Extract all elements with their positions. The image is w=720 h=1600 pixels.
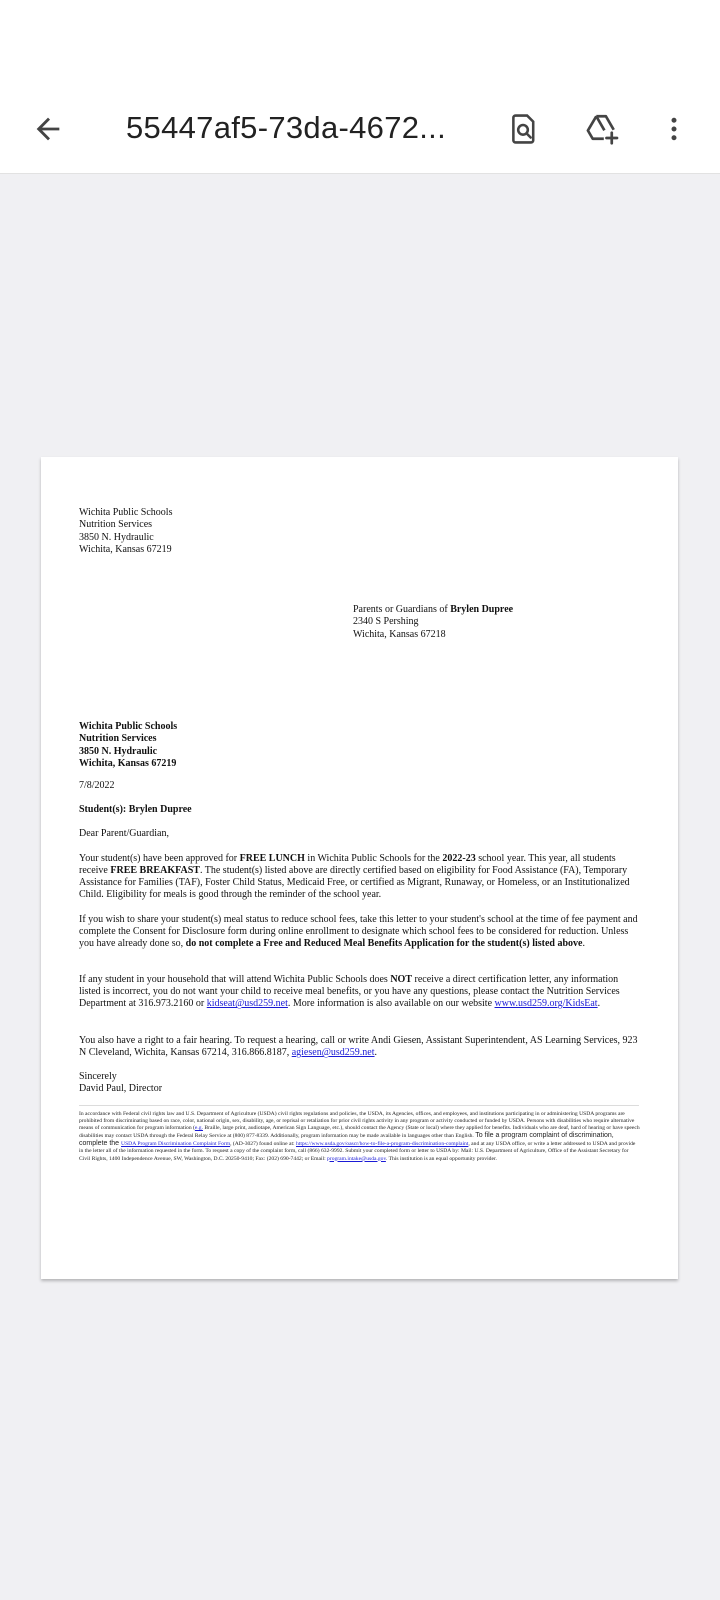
sender-bold-line: 3850 N. Hydraulic xyxy=(79,745,158,757)
students-line: Student(s): Brylen Dupree xyxy=(79,804,192,815)
text-run: Braille, large print, audiotape, American Sign Language, etc.), should contact the Agency (State or local) where they applied for benefits. Individuals who are deaf, hard of hearing or have speech disabilities may contact USDA through the Federal Relay Service at (800) 877-8339. Additionally, program information may be made available in languages other than English. xyxy=(79,1125,640,1140)
sender-bold-line: Wichita, Kansas 67219 xyxy=(79,757,177,769)
recipient-line xyxy=(353,604,513,616)
sender-header xyxy=(79,507,172,556)
document-search-icon xyxy=(507,112,541,146)
text-run: , (AD-3027) found online at: xyxy=(230,1141,296,1148)
paragraph-approval xyxy=(79,853,639,901)
text-run: receive a direct certification letter, any information listed is incorrect, you do not want your child to receive meal benefits, or you have any questions, please contact the Nutrition Services Department at 316.973.2160 or xyxy=(79,974,620,1010)
recipient-prefix: Parents or Guardians of xyxy=(353,604,451,615)
sender-line: Wichita Public Schools xyxy=(79,507,173,518)
document-page xyxy=(41,457,678,1279)
recipient-name: Brylen Dupree xyxy=(450,604,514,615)
add-to-drive-button[interactable] xyxy=(576,103,628,155)
text-run: . This institution is an equal opportunity provider. xyxy=(385,1155,497,1162)
text-run: If you wish to share your student(s) meal status to reduce school fees, take this letter to your student's school at the time of fee payment and complete the Consent for Disclosure form during online enrollment to designate which school fees to be considered for reduction. Unless you have already done so, xyxy=(79,914,638,950)
bold-text: do not complete a Free and Reduced Meal Benefits Application for the student(s) listed above xyxy=(185,938,583,950)
link[interactable]: program.intake@usda.gov xyxy=(327,1155,386,1162)
link[interactable]: agiesen@usd259.net xyxy=(291,1047,375,1059)
divider xyxy=(79,1105,639,1106)
sender-bold-line: Nutrition Services xyxy=(79,733,157,745)
sender-line: Nutrition Services xyxy=(79,519,153,531)
text-run: in Wichita Public Schools for the xyxy=(304,853,443,864)
more-vert-icon xyxy=(659,112,689,146)
sender-bold-line: Wichita Public Schools xyxy=(79,721,178,732)
more-options-button[interactable] xyxy=(654,103,694,155)
paragraph-contact xyxy=(79,974,639,1010)
text-run: . xyxy=(374,1047,378,1059)
letter-date: 7/8/2022 xyxy=(79,780,115,791)
text-run: . xyxy=(597,998,601,1010)
arrow-left-icon xyxy=(31,112,65,146)
text-run: school year. This year, all students receive xyxy=(79,853,616,877)
app-bar xyxy=(0,82,720,174)
signature: David Paul, Director xyxy=(79,1083,163,1094)
recipient-line: Wichita, Kansas 67218 xyxy=(353,628,446,640)
link[interactable]: kidseat@usd259.net xyxy=(206,998,288,1010)
paragraph-hearing xyxy=(79,1035,639,1059)
status-bar xyxy=(0,0,720,82)
greeting: Dear Parent/Guardian, xyxy=(79,828,169,839)
nondiscrimination-statement xyxy=(79,1111,641,1163)
link[interactable]: https://www.usda.gov/oascr/how-to-file-a-program-discrimination-complaint xyxy=(295,1141,469,1148)
bold-text: 2022-23 xyxy=(442,853,476,864)
search-in-document-button[interactable] xyxy=(498,103,550,155)
complaint-text: To file a program complaint of discrimination, complete the xyxy=(79,1132,614,1148)
sender-line: 3850 N. Hydraulic xyxy=(79,531,154,543)
back-button[interactable] xyxy=(22,103,74,155)
bold-text: NOT xyxy=(390,974,412,985)
paragraph-fees xyxy=(79,914,639,950)
link[interactable]: USDA Program Discrimination Complaint Form xyxy=(121,1141,231,1148)
sender-line: Wichita, Kansas 67219 xyxy=(79,543,172,555)
text-run: You also have a right to a fair hearing. To request a hearing, call or write Andi Giesen, Assistant Superintendent, AS Learning Services, 923 N Cleveland, Wichita, Kansas 67214, 316.866.8187, xyxy=(79,1035,638,1059)
text-run: In accordance with Federal civil rights law and U.S. Department of Agriculture (USDA) civil rights regulations and policies, the USDA, its Agencies, offices, and employees, and institutions participating in or administering USDA programs are prohibited from discriminating based on race, color, national origin, sex, disability, age, or reprisal or retaliation for prior civil rights activity in any program or activity conducted or funded by USDA. Persons with disabilities who require alternative means of communication for program information ( xyxy=(79,1111,635,1132)
document-viewer[interactable] xyxy=(0,174,720,1600)
document-title: 55447af5-73da-4672... xyxy=(126,110,447,145)
bold-text: FREE BREAKFAST xyxy=(110,865,200,877)
text-run: . The student(s) listed above are directly certified based on eligibility for Food Assistance (FA), Temporary Assistance for Families (TAF), Foster Child Status, Medicaid Free, or certified as Migrant, Runaway, or Homeless, or an Institutionalized Child. Eligibility for meals is good through the reminder of the school year. xyxy=(79,865,630,901)
link[interactable]: www.usd259.org/KidsEat xyxy=(494,998,598,1010)
bold-text: FREE LUNCH xyxy=(239,853,305,864)
sender-block-bold xyxy=(79,721,177,770)
text-run: . xyxy=(582,938,585,950)
text-run: , and at any USDA office, or write a letter addressed to USDA and provide in the letter all of the information requested in the form. To request a copy of the complaint form, call (866) 632-9992. Submit your completed form or letter to USDA by: Mail: U.S. Department of Agriculture, Office of the Assistant Secretary for Civil Rights, 1400 Independence Avenue, SW, Washington, D.C. 20250-9410; Fax: (202) 690-7442; or Email: xyxy=(79,1141,636,1162)
text-run: Your student(s) have been approved for xyxy=(79,853,240,864)
text-run: If any student in your household that will attend Wichita Public Schools does xyxy=(79,974,391,985)
add-to-drive-icon xyxy=(584,111,620,147)
closing: Sincerely xyxy=(79,1071,117,1082)
text-run: . More information is also available on our website xyxy=(287,998,495,1010)
recipient-line: 2340 S Pershing xyxy=(353,616,419,628)
link[interactable]: e.g. xyxy=(194,1125,203,1132)
recipient-address xyxy=(353,604,513,641)
